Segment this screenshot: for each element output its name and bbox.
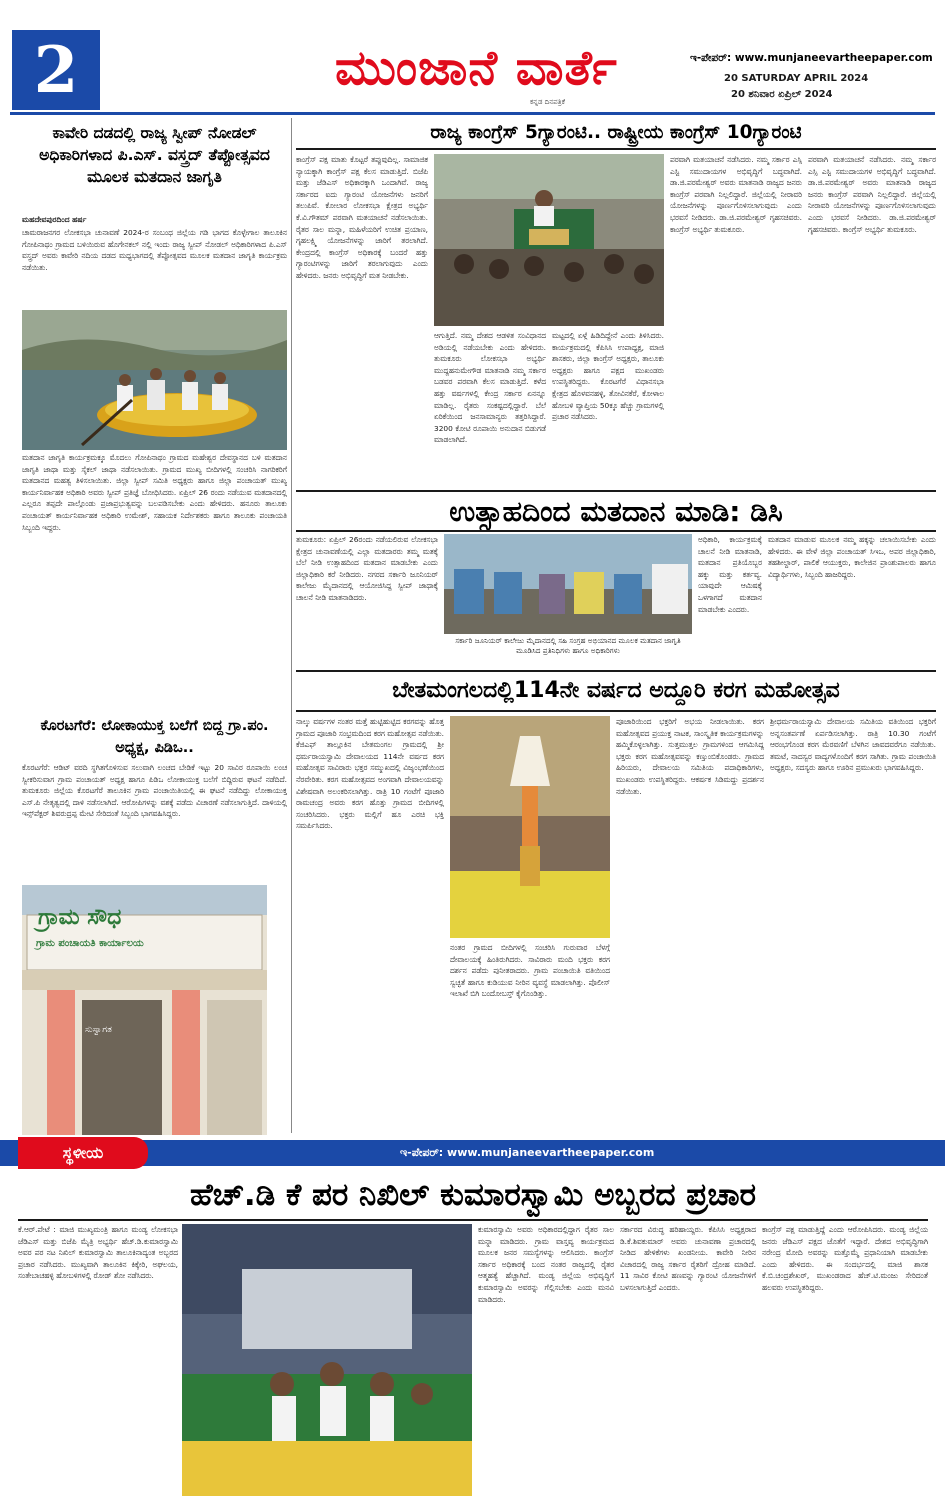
newspaper-logo: ಮುಂಜಾನೆ ವಾರ್ತೆ <box>335 40 618 96</box>
story6-col1: ಕೆ.ಆರ್.ಪೇಟೆ : ಮಾಜಿ ಮುಖ್ಯಮಂತ್ರಿ ಹಾಗೂ ಮಂಡ್ಯ ಲೋಕಸಭಾ ಜೆಡಿಎಸ್ ಮತ್ತು ಬಿಜೆಪಿ ಮೈತ್ರಿ ಅಭ್ಯರ್ಥಿ ಹೆಚ್.ಡಿ.ಕುಮಾರಸ್ವಾಮಿ ಅವರ ಪರ ನಟ ನಿಖಿಲ್ ಕುಮಾರಸ್ವಾಮಿ ತಾಲೂಕಿನಾದ್ಯಂತ ಅಬ್ಬರದ ಪ್ರಚಾರ ನಡೆಸಿದರು. ಮುಖ್ಯವಾಗಿ ತಾಲೂಕಿನ ಕಿಕ್ಕೇರಿ, ಅಘಲಯ, ಸಂತೇಬಾಚಹಳ್ಳಿ ಹೋಬಳಿಗಳಲ್ಲಿ ರೋಡ್ ಶೋ ನಡೆಸಿದರು. <box>18 1225 178 1281</box>
column-rule <box>291 118 292 1133</box>
building-door-sign: ಸುಸ್ವಾಗತ <box>85 1025 112 1035</box>
boat-festival-photo <box>22 310 287 450</box>
page-number: 2 <box>12 30 100 110</box>
building-sign-title: ಗ್ರಾಮ ಸೌಧ <box>38 905 122 930</box>
story5-headline: ಬೇತಮಂಗಲದಲ್ಲಿ114ನೇ ವರ್ಷದ ಅದ್ದೂರಿ ಕರಗ ಮಹೋತ್ಸವ <box>392 678 840 703</box>
story6-rule <box>18 1219 928 1221</box>
story1-headline: ಕಾವೇರಿ ದಡದಲ್ಲಿ ರಾಜ್ಯ ಸ್ವೀಪ್ ನೋಡಲ್ ಅಧಿಕಾರಿಗಳಾದ ಪಿ.ಎಸ್. ವಸ್ತ್ರದ್ ತೆಪ್ಪೋತ್ಸವದ ಮೂಲಕ ಮತದಾನ ಜಾಗೃತಿ <box>39 124 270 186</box>
story4-col1: ತುಮಕೂರು: ಏಪ್ರಿಲ್ 26ರಂದು ನಡೆಯಲಿರುವ ಲೋಕಸಭಾ ಕ್ಷೇತ್ರದ ಚುನಾವಣೆಯಲ್ಲಿ ಎಲ್ಲಾ ಮತದಾರರು ತಮ್ಮ ಮತಕ್ಕೆ ಬೆಲೆ ನೀಡಿ ಉತ್ಸಾಹದಿಂದ ಮತದಾನ ಮಾಡಬೇಕು ಎಂದು ಜಿಲ್ಲಾಧಿಕಾರಿ ಕರೆ ನೀಡಿದರು. ನಗರದ ಸರ್ಕಾರಿ ಜೂನಿಯರ್ ಕಾಲೇಜು ಮೈದಾನದಲ್ಲಿ ಆಯೋಜಿಸಿದ್ದ ಸ್ವೀಪ್ ಜಾಥಾಕ್ಕೆ ಚಾಲನೆ ನೀಡಿ ಮಾತನಾಡಿದರು. <box>296 535 438 602</box>
masthead-rule <box>10 112 935 115</box>
story6-headline: ಹೆಚ್.ಡಿ ಕೆ ಪರ ನಿಖಿಲ್ ಕುಮಾರಸ್ವಾಮಿ ಅಬ್ಬರದ ಪ್ರಚಾರ <box>189 1177 757 1213</box>
story4-col4: ಮತದಾನ ಮಾಡುವ ಮೂಲಕ ನಮ್ಮ ಹಕ್ಕನ್ನು ಚಲಾಯಿಸಬೇಕು ಎಂದು ಹೇಳಿದರು. ಈ ವೇಳೆ ಜಿಲ್ಲಾ ಪಂಚಾಯತ್ ಸಿಇಒ, ಅಪರ ಜಿಲ್ಲಾಧಿಕಾರಿ, ತಹಶೀಲ್ದಾರ್, ಪಾಲಿಕೆ ಆಯುಕ್ತರು, ಕಾಲೇಜಿನ ಪ್ರಾಂಶುಪಾಲರು ಹಾಗೂ ವಿದ್ಯಾರ್ಥಿಗಳು, ಸಿಬ್ಬಂದಿ ಹಾಜರಿದ್ದರು. <box>768 535 936 579</box>
story3-col2: ಆಗುತ್ತಿದೆ. ನಮ್ಮ ದೇಶದ ಆಡಳಿತ ಸಂವಿಧಾನದ ಅಡಿಯಲ್ಲಿ ನಡೆಯಬೇಕು ಎಂದು ಹೇಳಿದರು. ತುಮಕೂರು ಲೋಕಸಭಾ ಅಭ್ಯರ್ಥಿ ಮುದ್ದಹನುಮೇಗೌಡ ಮಾತನಾಡಿ ನಮ್ಮ ಸರ್ಕಾರ ಬಡವರ ಪರವಾಗಿ ಕೆಲಸ ಮಾಡುತ್ತಿದೆ. ಕಳೆದ ಹತ್ತು ವರ್ಷಗಳಲ್ಲಿ ಕೇಂದ್ರ ಸರ್ಕಾರ ಏನನ್ನೂ ಮಾಡಿಲ್ಲ. ರೈತರು ಸಂಕಷ್ಟದಲ್ಲಿದ್ದಾರೆ. ಬೆಲೆ ಏರಿಕೆಯಿಂದ ಜನಸಾಮಾನ್ಯರು ತತ್ತರಿಸಿದ್ದಾರೆ. 3200 ಕೋಟಿ ರೂಪಾಯಿ ಅನುದಾನ ಬಿಡುಗಡೆ ಮಾಡಲಾಗಿದೆ. <box>434 331 546 445</box>
story3-col3: ಮಟ್ಟದಲ್ಲಿ ಏಳ್ಗೆ ಹಿಡಿದಿದ್ದೇನೆ ಎಂದು ತಿಳಿಸಿದರು. ಕಾರ್ಯಕ್ರಮದಲ್ಲಿ ಕೆಪಿಸಿಸಿ ಉಪಾಧ್ಯಕ್ಷ, ಮಾಜಿ ಶಾಸಕರು, ಜಿಲ್ಲಾ ಕಾಂಗ್ರೆಸ್ ಅಧ್ಯಕ್ಷರು, ತಾಲೂಕು ಅಧ್ಯಕ್ಷರು ಹಾಗೂ ಪಕ್ಷದ ಮುಖಂಡರು ಉಪಸ್ಥಿತರಿದ್ದರು. ಕೊರಟಗೆರೆ ವಿಧಾನಸಭಾ ಕ್ಷೇತ್ರದ ಹೊಳವನಹಳ್ಳಿ, ತೋವಿನಕೆರೆ, ಕೋಳಾಲ ಹೋಬಳಿ ವ್ಯಾಪ್ತಿಯ 50ಕ್ಕೂ ಹೆಚ್ಚು ಗ್ರಾಮಗಳಲ್ಲಿ ಪ್ರಚಾರ ನಡೆಸಿದರು. <box>552 331 664 422</box>
story3-col4-a: ಪರವಾಗಿ ಮತಯಾಚನೆ ನಡೆಸಿದರು. ನಮ್ಮ ಸರ್ಕಾರ ಎಸ್ಸಿ ಎಸ್ಟಿ ಸಮುದಾಯಗಳ ಅಭಿವೃದ್ಧಿಗೆ ಬದ್ಧವಾಗಿದೆ. ಡಾ.ಜಿ.ಪರಮೇಶ್ವರ್ ಅವರು ಮಾತನಾಡಿ ರಾಜ್ಯದ ಜನರು ಕಾಂಗ್ರೆಸ್ ಪರವಾಗಿ ನಿಲ್ಲಲಿದ್ದಾರೆ. ಜಿಲ್ಲೆಯಲ್ಲಿ ನೀರಾವರಿ ಯೋಜನೆಗಳನ್ನು ಪೂರ್ಣಗೊಳಿಸಲಾಗುವುದು ಎಂದು ಭರವಸೆ ನೀಡಿದರು. ಡಾ.ಜಿ.ಪರಮೇಶ್ವರ್ ಗೃಹಸಚಿವರು. ಕಾಂಗ್ರೆಸ್ ಅಭ್ಯರ್ಥಿ ತುಮಕೂರು. <box>670 155 802 234</box>
epaper-link-top[interactable]: ಇ-ಪೇಪರ್: www.munjaneevartheepaper.com <box>690 52 933 64</box>
story5-rule <box>296 710 936 712</box>
congress-rally-photo <box>434 154 664 326</box>
story5-rule-top <box>296 670 936 672</box>
story3-col5: ಪರವಾಗಿ ಮತಯಾಚನೆ ನಡೆಸಿದರು. ನಮ್ಮ ಸರ್ಕಾರ ಎಸ್ಸಿ ಎಸ್ಟಿ ಸಮುದಾಯಗಳ ಅಭಿವೃದ್ಧಿಗೆ ಬದ್ಧವಾಗಿದೆ. ಡಾ.ಜಿ.ಪರಮೇಶ್ವರ್ ಅವರು ಮಾತನಾಡಿ ರಾಜ್ಯದ ಜನರು ಕಾಂಗ್ರೆಸ್ ಪರವಾಗಿ ನಿಲ್ಲಲಿದ್ದಾರೆ. ಜಿಲ್ಲೆಯಲ್ಲಿ ನೀರಾವರಿ ಯೋಜನೆಗಳನ್ನು ಪೂರ್ಣಗೊಳಿಸಲಾಗುವುದು ಎಂದು ಭರವಸೆ ನೀಡಿದರು. ಡಾ.ಜಿ.ಪರಮೇಶ್ವರ್ ಗೃಹಸಚಿವರು. ಕಾಂಗ್ರೆಸ್ ಅಭ್ಯರ್ಥಿ ತುಮಕೂರು. <box>808 155 936 234</box>
story6-col2: ಕುಮಾರಸ್ವಾಮಿ ಅವರು ಅಧಿಕಾರದಲ್ಲಿದ್ದಾಗ ರೈತರ ಸಾಲ ಮನ್ನಾ ಮಾಡಿದರು. ಗ್ರಾಮ ವಾಸ್ತವ್ಯ ಕಾರ್ಯಕ್ರಮದ ಮೂಲಕ ಜನರ ಸಮಸ್ಯೆಗಳನ್ನು ಆಲಿಸಿದರು. ಕಾಂಗ್ರೆಸ್ ಸರ್ಕಾರ ಅಧಿಕಾರಕ್ಕೆ ಬಂದ ನಂತರ ರಾಜ್ಯದಲ್ಲಿ ರೈತರ ಆತ್ಮಹತ್ಯೆ ಹೆಚ್ಚಾಗಿದೆ. ಮಂಡ್ಯ ಜಿಲ್ಲೆಯ ಅಭಿವೃದ್ಧಿಗೆ ಕುಮಾರಸ್ವಾಮಿ ಅವರನ್ನು ಗೆಲ್ಲಿಸಬೇಕು ಎಂದು ಮನವಿ ಮಾಡಿದರು. <box>478 1225 614 1304</box>
story4-headline: ಉತ್ಸಾಹದಿಂದ ಮತದಾನ ಮಾಡಿ: ಡಿಸಿ <box>449 495 783 528</box>
story4-rule <box>296 530 936 532</box>
date-kannada: 20 ಶನಿವಾರ ಏಪ್ರಿಲ್ 2024 <box>731 89 833 100</box>
story4-photo-caption: ಸರ್ಕಾರಿ ಜೂನಿಯರ್ ಕಾಲೇಜು ಮೈದಾನದಲ್ಲಿ ಸಹಿ ಸಂಗ್ರಹ ಅಭಿಯಾನದ ಮೂಲಕ ಮತದಾನ ಜಾಗೃತಿ ಮೂಡಿಸಿದ ಪ್ರತಿನಿಧಿಗಳು ಹಾಗೂ ಅಧಿಕಾರಿಗಳು <box>455 636 681 655</box>
story4-rule-top <box>296 490 936 492</box>
story1-body-intro: ಚಾಮರಾಜನಗರ ಲೋಕಸಭಾ ಚುನಾವಣೆ 2024-ರ ಸಂಬಂಧ ಜಿಲ್ಲೆಯ ಗಡಿ ಭಾಗದ ಕೊಳ್ಳೇಗಾಲ ತಾಲೂಕಿನ ಗೋಪಿನಾಥಂ ಗ್ರಾಮದ ಬಳಿಯಿರುವ ಹೊಗೇನಕಲ್ ನಲ್ಲಿ ಇಂದು ರಾಜ್ಯ ಸ್ವೀಪ್ ನೋಡಲ್ ಅಧಿಕಾರಿಗಳಾದ ಪಿ.ಎಸ್ ವಸ್ತ್ರದ್ ಅವರು ಕಾವೇರಿ ನದಿಯ ದಡದ ಮಧ್ಯಭಾಗದಲ್ಲಿ ತೆಪ್ಪೋತ್ಸವದ ಮೂಲಕ ಮತದಾನ ಜಾಗೃತಿ ಕಾರ್ಯಕ್ರಮ ನಡೆಯಿತು. <box>22 228 287 272</box>
tagline: ಕನ್ನಡ ದಿನಪತ್ರಿಕೆ <box>530 98 566 106</box>
story3-col1: ಕಾಂಗ್ರೆಸ್ ಪಕ್ಷ ಮಾತು ಕೊಟ್ಟರೆ ತಪ್ಪುವುದಿಲ್ಲ. ಸಾಮಾಜಿಕ ನ್ಯಾಯಕ್ಕಾಗಿ ಕಾಂಗ್ರೆಸ್ ಪಕ್ಷ ಕೆಲಸ ಮಾಡುತ್ತಿದೆ. ಬಿಜೆಪಿ ಮತ್ತು ಜೆಡಿಎಸ್ ಅಧಿಕಾರಕ್ಕಾಗಿ ಒಂದಾಗಿವೆ. ರಾಜ್ಯ ಸರ್ಕಾರದ ಐದು ಗ್ಯಾರಂಟಿ ಯೋಜನೆಗಳು ಜನರಿಗೆ ತಲುಪಿವೆ. ಕೋಲಾರ ಲೋಕಸಭಾ ಕ್ಷೇತ್ರದ ಅಭ್ಯರ್ಥಿ ಕೆ.ವಿ.ಗೌತಮ್ ಪರವಾಗಿ ಮತಯಾಚನೆ ನಡೆಸಲಾಯಿತು. ರೈತರ ಸಾಲ ಮನ್ನಾ, ಮಹಿಳೆಯರಿಗೆ ಉಚಿತ ಪ್ರಯಾಣ, ಗೃಹಲಕ್ಷ್ಮಿ ಯೋಜನೆಗಳನ್ನು ಜಾರಿಗೆ ತರಲಾಗಿದೆ. ಕೇಂದ್ರದಲ್ಲಿ ಕಾಂಗ್ರೆಸ್ ಅಧಿಕಾರಕ್ಕೆ ಬಂದರೆ ಹತ್ತು ಗ್ಯಾರಂಟಿಗಳನ್ನು ಜಾರಿಗೆ ತರಲಾಗುವುದು ಎಂದು ಹೇಳಿದರು. ಜನರು ಅಭಿವೃದ್ಧಿಗೆ ಮತ ನೀಡಬೇಕು. <box>296 155 428 280</box>
story2-body: ಕೊರಟಗೆರೆ: ಆಡಿಟ್ ವರದಿ ಸ್ಥಗಿತಗೊಳಿಸುವ ಸಲುವಾಗಿ ಲಂಚದ ಬೇಡಿಕೆ ಇಟ್ಟು 20 ಸಾವಿರ ರೂಪಾಯಿ ಲಂಚ ಸ್ವೀಕರಿಸುವಾಗ ಗ್ರಾಮ ಪಂಚಾಯತ್ ಅಧ್ಯಕ್ಷ ಹಾಗೂ ಪಿಡಿಒ ಲೋಕಾಯುಕ್ತ ಬಲೆಗೆ ಬಿದ್ದಿರುವ ಘಟನೆ ನಡೆದಿದೆ. ತುಮಕೂರು ಜಿಲ್ಲೆಯ ಕೊರಟಗೆರೆ ತಾಲೂಕಿನ ಗ್ರಾಮ ಪಂಚಾಯಿತಿಯಲ್ಲಿ ಈ ಘಟನೆ ನಡೆದಿದ್ದು ಲೋಕಾಯುಕ್ತ ಎಸ್.ಪಿ ನೇತೃತ್ವದಲ್ಲಿ ದಾಳಿ ನಡೆಸಲಾಗಿದೆ. ಆರೋಪಿಗಳನ್ನು ವಶಕ್ಕೆ ಪಡೆದು ವಿಚಾರಣೆ ನಡೆಸಲಾಗುತ್ತಿದೆ. ದಾಳಿಯಲ್ಲಿ ಇನ್ಸ್‌ಪೆಕ್ಟರ್ ಶಿವರುದ್ರಪ್ಪ ಮೇಟಿ ಸೇರಿದಂತೆ ಸಿಬ್ಬಂದಿ ಭಾಗವಹಿಸಿದ್ದರು. <box>22 763 287 819</box>
story1-body-main: ಮತದಾನ ಜಾಗೃತಿ ಕಾರ್ಯಕ್ರಮಕ್ಕೂ ಮೊದಲು ಗೋಪಿನಾಥಂ ಗ್ರಾಮದ ಮಹೇಶ್ವರ ದೇವಸ್ಥಾನದ ಬಳಿ ಮತದಾನ ಜಾಗೃತಿ ಜಾಥಾ ಮತ್ತು ಸೈಕಲ್ ಜಾಥಾ ನಡೆಸಲಾಯಿತು. ಗ್ರಾಮದ ಮುಖ್ಯ ಬೀದಿಗಳಲ್ಲಿ ಸಂಚರಿಸಿ ನಾಗರಿಕರಿಗೆ ಮತದಾನದ ಮಹತ್ವ ತಿಳಿಸಲಾಯಿತು. ಜಿಲ್ಲಾ ಸ್ವೀಪ್ ಸಮಿತಿ ಅಧ್ಯಕ್ಷರು ಹಾಗೂ ಜಿಲ್ಲಾ ಪಂಚಾಯತ್ ಮುಖ್ಯ ಕಾರ್ಯನಿರ್ವಾಹಕ ಅಧಿಕಾರಿ ಅವರು ಸ್ವೀಪ್ ಪ್ರತಿಜ್ಞೆ ಬೋಧಿಸಿದರು. ಏಪ್ರಿಲ್ 26 ರಂದು ನಡೆಯುವ ಮತದಾನದಲ್ಲಿ ಎಲ್ಲರೂ ತಪ್ಪದೇ ಪಾಲ್ಗೊಂಡು ಪ್ರಜಾಪ್ರಭುತ್ವವನ್ನು ಬಲಪಡಿಸಬೇಕು ಎಂದು ಹೇಳಿದರು. ಹನೂರು ತಾಲೂಕು ಪಂಚಾಯತ್ ಕಾರ್ಯನಿರ್ವಾಹಕ ಅಧಿಕಾರಿ ಉಮೇಶ್, ಸಹಾಯಕ ನಿರ್ದೇಶಕರು ಹಾಗೂ ತಾಲೂಕು ಪಂಚಾಯತಿ ಸಿಬ್ಬಂದಿ ಇದ್ದರು. <box>22 453 287 532</box>
building-sign-subtitle: ಗ್ರಾಮ ಪಂಚಾಯತಿ ಕಾರ್ಯಾಲಯ <box>36 938 144 949</box>
story5-col4: ಶ್ರೀಧರ್ಮರಾಯಸ್ವಾಮಿ ದೇವಾಲಯ ಸಮಿತಿಯ ವತಿಯಿಂದ ಭಕ್ತರಿಗೆ ಅನ್ನಸಂತರ್ಪಣೆ ಏರ್ಪಡಿಸಲಾಗಿತ್ತು. ರಾತ್ರಿ 10.30 ಗಂಟೆಗೆ ಆರಂಭಗೊಂಡ ಕರಗ ಮೆರವಣಿಗೆ ಬೆಳಗಿನ ಜಾವದವರೆಗೂ ನಡೆಯಿತು. ತಮಟೆ, ನಾದಸ್ವರ ವಾದ್ಯಗಳೊಂದಿಗೆ ಕರಗ ಸಾಗಿತು. ಗ್ರಾಮ ಪಂಚಾಯಿತಿ ಅಧ್ಯಕ್ಷರು, ಸದಸ್ಯರು ಹಾಗೂ ಊರಿನ ಪ್ರಮುಖರು ಭಾಗವಹಿಸಿದ್ದರು. <box>770 717 936 773</box>
story5-col3: ಪೂಜಾರಿಯಿಂದ ಭಕ್ತರಿಗೆ ಅಭಯ ನೀಡಲಾಯಿತು. ಕರಗ ಮಹೋತ್ಸವದ ಪ್ರಯುಕ್ತ ನಾಟಕ, ಸಾಂಸ್ಕೃತಿಕ ಕಾರ್ಯಕ್ರಮಗಳನ್ನು ಹಮ್ಮಿಕೊಳ್ಳಲಾಗಿತ್ತು. ಸುತ್ತಮುತ್ತಲ ಗ್ರಾಮಗಳಿಂದ ಆಗಮಿಸಿದ್ದ ಭಕ್ತರು ಕರಗ ಮಹೋತ್ಸವವನ್ನು ಕಣ್ತುಂಬಿಕೊಂಡರು. ಗ್ರಾಮದ ಹಿರಿಯರು, ದೇವಾಲಯ ಸಮಿತಿಯ ಪದಾಧಿಕಾರಿಗಳು, ಮುಖಂಡರು ಉಪಸ್ಥಿತರಿದ್ದರು. ಆಕರ್ಷಕ ಸಿಡಿಮದ್ದು ಪ್ರದರ್ಶನ ನಡೆಯಿತು. <box>616 717 764 796</box>
section-label-local: ಸ್ಥಳೀಯ <box>18 1137 148 1169</box>
nikhil-rally-photo <box>182 1224 472 1496</box>
story6-col3: ಸರ್ಕಾರದ ವಿರುದ್ಧ ಹರಿಹಾಯ್ದರು. ಕೆಪಿಸಿಸಿ ಅಧ್ಯಕ್ಷರಾದ ಡಿ.ಕೆ.ಶಿವಕುಮಾರ್ ಅವರು ಚುನಾವಣಾ ಪ್ರಚಾರದಲ್ಲಿ ನೀಡಿದ ಹೇಳಿಕೆಗಳು ಖಂಡನೀಯ. ಕಾವೇರಿ ನೀರಿನ ವಿಚಾರದಲ್ಲಿ ರಾಜ್ಯ ಸರ್ಕಾರ ರೈತರಿಗೆ ದ್ರೋಹ ಮಾಡಿದೆ. 11 ಸಾವಿರ ಕೋಟಿ ಹಣವನ್ನು ಗ್ಯಾರಂಟಿ ಯೋಜನೆಗಳಿಗೆ ಬಳಸಲಾಗುತ್ತಿದೆ ಎಂದರು. <box>620 1225 756 1292</box>
epaper-link-strip[interactable]: ಇ-ಪೇಪರ್: www.munjaneevartheepaper.com <box>400 1146 655 1159</box>
story6-col4: ಕಾಂಗ್ರೆಸ್ ಪಕ್ಷ ಮಾಡುತ್ತಿದ್ದೆ ಎಂದು ಆರೋಪಿಸಿದರು. ಮಂಡ್ಯ ಜಿಲ್ಲೆಯ ಜನರು ಜೆಡಿಎಸ್ ಪಕ್ಷದ ಜೊತೆಗೆ ಇದ್ದಾರೆ. ದೇಶದ ಅಭಿವೃದ್ಧಿಗಾಗಿ ನರೇಂದ್ರ ಮೋದಿ ಅವರನ್ನು ಮತ್ತೊಮ್ಮೆ ಪ್ರಧಾನಿಯಾಗಿ ಮಾಡಬೇಕು ಎಂದು ಹೇಳಿದರು. ಈ ಸಂದರ್ಭದಲ್ಲಿ ಮಾಜಿ ಶಾಸಕ ಕೆ.ಬಿ.ಚಂದ್ರಶೇಖರ್, ಮುಖಂಡರಾದ ಹೆಚ್.ಟಿ.ಮಂಜು ಸೇರಿದಂತೆ ಹಲವರು ಉಪಸ್ಥಿತರಿದ್ದರು. <box>762 1225 928 1292</box>
story3-headline: ರಾಜ್ಯ ಕಾಂಗ್ರೆಸ್ 5ಗ್ಯಾರಂಟಿ.. ರಾಷ್ಟ್ರೀಯ ಕಾಂಗ್ರೆಸ್ 10ಗ್ಯಾರಂಟಿ <box>430 122 802 143</box>
story2-headline: ಕೊರಟಗೆರೆ: ಲೋಕಾಯುಕ್ತ ಬಲೆಗೆ ಬಿದ್ದ ಗ್ರಾ.ಪಂ. ಅಧ್ಯಕ್ಷ, ಪಿಡಿಒ.. <box>40 718 269 756</box>
story4-col3: ಅಧಿಕಾರಿ, ಕಾರ್ಯಕ್ರಮಕ್ಕೆ ಚಾಲನೆ ನೀಡಿ ಮಾತನಾಡಿ, ಮತದಾನ ಪ್ರತಿಯೊಬ್ಬರ ಹಕ್ಕು ಮತ್ತು ಕರ್ತವ್ಯ. ಯಾವುದೇ ಆಮಿಷಕ್ಕೆ ಒಳಗಾಗದೆ ಮತದಾನ ಮಾಡಬೇಕು ಎಂದರು. <box>698 535 762 614</box>
story3-rule <box>296 148 936 150</box>
date-english: 20 SATURDAY APRIL 2024 <box>724 73 869 84</box>
karaga-photo <box>450 716 610 938</box>
story1-byline: ಮಹದೇವಪುರದಿಂದ ಹರ್ಷ <box>22 215 87 224</box>
story5-col1: ನಾಲ್ಕು ವರ್ಷಗಳ ನಂತರ ಮತ್ತೆ ಹುಟ್ಟಿಹುಟ್ಟಿದ ಕರಗವನ್ನು ಹೊತ್ತ ಗ್ರಾಮದ ಪೂಜಾರಿ ಸಂಭ್ರಮದಿಂದ ಕರಗ ಮಹೋತ್ಸವ ನಡೆಯಿತು. ಕೆಜಿಎಫ್ ತಾಲ್ಲೂಕಿನ ಬೇತಮಂಗಲ ಗ್ರಾಮದಲ್ಲಿ ಶ್ರೀ ಧರ್ಮರಾಯಸ್ವಾಮಿ ದೇವಾಲಯದ 114ನೇ ವರ್ಷದ ಕರಗ ಮಹೋತ್ಸವ ಸಾವಿರಾರು ಭಕ್ತರ ಸಮ್ಮುಖದಲ್ಲಿ ವಿಜೃಂಭಣೆಯಿಂದ ನೆರವೇರಿತು. ಕರಗ ಮಹೋತ್ಸವದ ಅಂಗವಾಗಿ ದೇವಾಲಯವನ್ನು ವಿಶೇಷವಾಗಿ ಅಲಂಕರಿಸಲಾಗಿತ್ತು. ರಾತ್ರಿ 10 ಗಂಟೆಗೆ ಪೂಜಾರಿ ರಾಮಚಂದ್ರ ಅವರು ಕರಗ ಹೊತ್ತು ಗ್ರಾಮದ ಬೀದಿಗಳಲ್ಲಿ ಸಂಚರಿಸಿದರು. ಭಕ್ತರು ಮಲ್ಲಿಗೆ ಹೂ ಎರಚಿ ಭಕ್ತಿ ಸಮರ್ಪಿಸಿದರು. <box>296 717 444 831</box>
story5-col2: ನಂತರ ಗ್ರಾಮದ ಬೀದಿಗಳಲ್ಲಿ ಸಂಚರಿಸಿ ಗುರುವಾರ ಬೆಳಗ್ಗೆ ದೇವಾಲಯಕ್ಕೆ ಹಿಂತಿರುಗಿದರು. ಸಾವಿರಾರು ಮಂದಿ ಭಕ್ತರು ಕರಗ ದರ್ಶನ ಪಡೆದು ಪುನೀತರಾದರು. ಗ್ರಾಮ ಪಂಚಾಯಿತಿ ವತಿಯಿಂದ ಸ್ವಚ್ಛತೆ ಹಾಗೂ ಕುಡಿಯುವ ನೀರಿನ ವ್ಯವಸ್ಥೆ ಮಾಡಲಾಗಿತ್ತು. ಪೊಲೀಸ್ ಇಲಾಖೆ ಬಿಗಿ ಬಂದೋಬಸ್ತ್ ಕೈಗೊಂಡಿತ್ತು. <box>450 943 610 999</box>
voter-awareness-photo <box>444 534 692 634</box>
